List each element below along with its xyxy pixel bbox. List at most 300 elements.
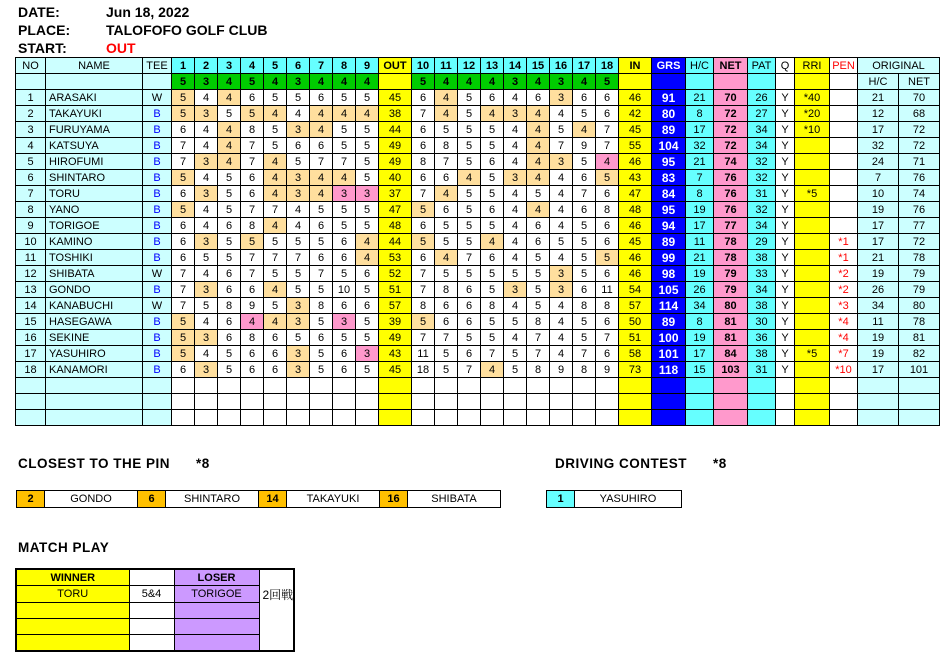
cell-score-h1[interactable]: 5: [172, 330, 195, 346]
empty-cell[interactable]: [195, 394, 218, 410]
cell-score-h1[interactable]: 5: [172, 170, 195, 186]
cell-score-h9[interactable]: 5: [356, 362, 379, 378]
empty-cell[interactable]: [218, 378, 241, 394]
cell-net[interactable]: 78: [714, 250, 748, 266]
cell-original-net[interactable]: 101: [899, 362, 940, 378]
cell-original-net[interactable]: 76: [899, 170, 940, 186]
empty-cell[interactable]: [218, 394, 241, 410]
cell-score-h12[interactable]: 5: [458, 154, 481, 170]
cell-score-h7[interactable]: 5: [310, 234, 333, 250]
cell-score-h9[interactable]: 5: [356, 138, 379, 154]
empty-cell[interactable]: [573, 378, 596, 394]
cell-score-h7[interactable]: 8: [310, 298, 333, 314]
cell-score-h1[interactable]: 6: [172, 362, 195, 378]
cell-score-h5[interactable]: 4: [264, 154, 287, 170]
cell-rri[interactable]: [795, 314, 830, 330]
empty-cell[interactable]: [504, 410, 527, 426]
empty-cell[interactable]: [899, 394, 940, 410]
empty-cell[interactable]: [458, 410, 481, 426]
empty-cell[interactable]: [310, 410, 333, 426]
cell-score-h17[interactable]: 5: [573, 330, 596, 346]
pin-winner-name[interactable]: TAKAYUKI: [287, 491, 380, 508]
cell-score-h11[interactable]: 6: [435, 170, 458, 186]
empty-cell[interactable]: [550, 394, 573, 410]
cell-name[interactable]: SHIBATA: [46, 266, 143, 282]
cell-score-h18[interactable]: 6: [596, 314, 619, 330]
cell-score-h17[interactable]: 7: [573, 346, 596, 362]
cell-score-h7[interactable]: 7: [310, 154, 333, 170]
cell-original-net[interactable]: 68: [899, 106, 940, 122]
empty-cell[interactable]: [458, 378, 481, 394]
cell-score-h3[interactable]: 5: [218, 234, 241, 250]
cell-q[interactable]: Y: [776, 170, 795, 186]
empty-cell[interactable]: [596, 410, 619, 426]
cell-score-h9[interactable]: 5: [356, 330, 379, 346]
cell-score-h5[interactable]: 5: [264, 298, 287, 314]
cell-grs[interactable]: 99: [652, 250, 686, 266]
cell-score-h12[interactable]: 5: [458, 218, 481, 234]
cell-original-net[interactable]: 78: [899, 250, 940, 266]
empty-cell[interactable]: [264, 378, 287, 394]
cell-score-h9[interactable]: 4: [356, 234, 379, 250]
cell-score-h3[interactable]: 8: [218, 298, 241, 314]
cell-tee[interactable]: B: [143, 250, 172, 266]
cell-original-hc[interactable]: 34: [858, 298, 899, 314]
cell-score-h4[interactable]: 7: [241, 138, 264, 154]
cell-score-h16[interactable]: 4: [550, 170, 573, 186]
cell-score-h16[interactable]: 3: [550, 154, 573, 170]
cell-score-h9[interactable]: 5: [356, 314, 379, 330]
cell-grs[interactable]: 80: [652, 106, 686, 122]
cell-pat[interactable]: 32: [748, 170, 776, 186]
cell-score-h10[interactable]: 6: [412, 170, 435, 186]
cell-score-h4[interactable]: 6: [241, 186, 264, 202]
empty-cell[interactable]: [858, 378, 899, 394]
pin-hole-number[interactable]: 16: [380, 491, 408, 508]
cell-rri[interactable]: *5: [795, 346, 830, 362]
cell-hc[interactable]: 17: [686, 122, 714, 138]
cell-name[interactable]: HASEGAWA: [46, 314, 143, 330]
cell-original-net[interactable]: 70: [899, 90, 940, 106]
cell-score-h14[interactable]: 5: [504, 346, 527, 362]
cell-score-h8[interactable]: 5: [333, 122, 356, 138]
cell-score-h14[interactable]: 3: [504, 282, 527, 298]
cell-hc[interactable]: 19: [686, 202, 714, 218]
cell-in-total[interactable]: 58: [619, 346, 652, 362]
empty-cell[interactable]: [795, 394, 830, 410]
cell-score-h13[interactable]: 5: [481, 186, 504, 202]
empty-cell[interactable]: [686, 410, 714, 426]
drive-winner-name[interactable]: YASUHIRO: [575, 491, 682, 508]
cell-score-h6[interactable]: 3: [287, 186, 310, 202]
cell-score-h10[interactable]: 7: [412, 186, 435, 202]
empty-cell[interactable]: [776, 378, 795, 394]
cell-name[interactable]: YASUHIRO: [46, 346, 143, 362]
empty-cell[interactable]: [686, 394, 714, 410]
cell-score-h5[interactable]: 5: [264, 234, 287, 250]
empty-cell[interactable]: [241, 394, 264, 410]
cell-out-total[interactable]: 38: [379, 106, 412, 122]
cell-score-h11[interactable]: 6: [435, 202, 458, 218]
cell-score-h17[interactable]: 5: [573, 314, 596, 330]
cell-tee[interactable]: B: [143, 234, 172, 250]
cell-score-h1[interactable]: 7: [172, 266, 195, 282]
cell-score-h14[interactable]: 4: [504, 154, 527, 170]
cell-score-h4[interactable]: 6: [241, 170, 264, 186]
cell-pat[interactable]: 34: [748, 282, 776, 298]
empty-cell[interactable]: [748, 410, 776, 426]
empty-cell[interactable]: [619, 410, 652, 426]
cell-score-h15[interactable]: 8: [527, 314, 550, 330]
cell-grs[interactable]: 83: [652, 170, 686, 186]
cell-score-h12[interactable]: 5: [458, 266, 481, 282]
cell-score-h11[interactable]: 5: [435, 362, 458, 378]
cell-score-h12[interactable]: 5: [458, 330, 481, 346]
cell-original-net[interactable]: 81: [899, 330, 940, 346]
cell-score-h5[interactable]: 5: [264, 122, 287, 138]
cell-no[interactable]: 2: [16, 106, 46, 122]
cell-tee[interactable]: W: [143, 298, 172, 314]
cell-name[interactable]: TOSHIKI: [46, 250, 143, 266]
cell-name[interactable]: GONDO: [46, 282, 143, 298]
cell-out-total[interactable]: 45: [379, 362, 412, 378]
cell-pat[interactable]: 33: [748, 266, 776, 282]
cell-original-net[interactable]: 77: [899, 218, 940, 234]
cell-score-h10[interactable]: 8: [412, 154, 435, 170]
cell-q[interactable]: Y: [776, 106, 795, 122]
match-winner-name[interactable]: TORU: [16, 586, 129, 603]
cell-score-h15[interactable]: 4: [527, 106, 550, 122]
cell-score-h8[interactable]: 5: [333, 330, 356, 346]
cell-score-h10[interactable]: 7: [412, 106, 435, 122]
cell-in-total[interactable]: 45: [619, 122, 652, 138]
cell-score-h13[interactable]: 5: [481, 218, 504, 234]
empty-cell[interactable]: [748, 394, 776, 410]
cell-grs[interactable]: 89: [652, 314, 686, 330]
cell-score-h17[interactable]: 6: [573, 202, 596, 218]
cell-score-h5[interactable]: 4: [264, 170, 287, 186]
cell-pen[interactable]: [830, 170, 858, 186]
empty-cell[interactable]: [172, 394, 195, 410]
cell-score-h13[interactable]: 6: [481, 90, 504, 106]
cell-score-h17[interactable]: 7: [573, 186, 596, 202]
empty-cell[interactable]: [46, 394, 143, 410]
cell-score-h12[interactable]: 6: [458, 346, 481, 362]
cell-score-h4[interactable]: 8: [241, 330, 264, 346]
empty-cell[interactable]: [527, 378, 550, 394]
cell-score-h14[interactable]: 3: [504, 170, 527, 186]
empty-cell[interactable]: [573, 410, 596, 426]
cell-in-total[interactable]: 46: [619, 218, 652, 234]
cell-score-h15[interactable]: 5: [527, 266, 550, 282]
cell-score-h5[interactable]: 4: [264, 314, 287, 330]
cell-score-h12[interactable]: 5: [458, 90, 481, 106]
cell-hc[interactable]: 17: [686, 218, 714, 234]
cell-score-h1[interactable]: 7: [172, 138, 195, 154]
cell-no[interactable]: 14: [16, 298, 46, 314]
cell-score-h5[interactable]: 5: [264, 266, 287, 282]
cell-score-h1[interactable]: 5: [172, 202, 195, 218]
cell-no[interactable]: 3: [16, 122, 46, 138]
cell-score-h16[interactable]: 4: [550, 186, 573, 202]
cell-score-h18[interactable]: 6: [596, 218, 619, 234]
cell-score-h15[interactable]: 4: [527, 202, 550, 218]
cell-tee[interactable]: B: [143, 314, 172, 330]
cell-pen[interactable]: [830, 218, 858, 234]
cell-score-h9[interactable]: 4: [356, 106, 379, 122]
cell-score-h3[interactable]: 4: [218, 90, 241, 106]
empty-cell[interactable]: [619, 378, 652, 394]
cell-score-h3[interactable]: 6: [218, 282, 241, 298]
cell-score-h9[interactable]: 3: [356, 346, 379, 362]
empty-cell[interactable]: [858, 410, 899, 426]
cell-score-h10[interactable]: 6: [412, 122, 435, 138]
cell-name[interactable]: KAMINO: [46, 234, 143, 250]
cell-pat[interactable]: 32: [748, 202, 776, 218]
cell-rri[interactable]: [795, 362, 830, 378]
cell-score-h2[interactable]: 3: [195, 234, 218, 250]
cell-no[interactable]: 7: [16, 186, 46, 202]
cell-score-h14[interactable]: 4: [504, 186, 527, 202]
match-empty-winner[interactable]: [16, 635, 129, 652]
cell-score-h15[interactable]: 6: [527, 218, 550, 234]
cell-score-h4[interactable]: 6: [241, 282, 264, 298]
cell-score-h8[interactable]: 6: [333, 362, 356, 378]
cell-grs[interactable]: 95: [652, 154, 686, 170]
cell-net[interactable]: 79: [714, 282, 748, 298]
cell-score-h6[interactable]: 5: [287, 234, 310, 250]
cell-no[interactable]: 6: [16, 170, 46, 186]
cell-score-h6[interactable]: 3: [287, 362, 310, 378]
cell-grs[interactable]: 104: [652, 138, 686, 154]
cell-rri[interactable]: [795, 298, 830, 314]
cell-q[interactable]: Y: [776, 234, 795, 250]
cell-score-h1[interactable]: 7: [172, 298, 195, 314]
cell-grs[interactable]: 101: [652, 346, 686, 362]
cell-score-h7[interactable]: 6: [310, 138, 333, 154]
cell-pen[interactable]: [830, 154, 858, 170]
cell-score-h4[interactable]: 5: [241, 234, 264, 250]
cell-score-h7[interactable]: 4: [310, 186, 333, 202]
cell-score-h7[interactable]: 6: [310, 218, 333, 234]
cell-grs[interactable]: 95: [652, 202, 686, 218]
cell-score-h8[interactable]: 10: [333, 282, 356, 298]
empty-cell[interactable]: [830, 378, 858, 394]
cell-score-h6[interactable]: 3: [287, 298, 310, 314]
cell-score-h18[interactable]: 4: [596, 154, 619, 170]
empty-cell[interactable]: [504, 378, 527, 394]
cell-q[interactable]: Y: [776, 362, 795, 378]
cell-score-h2[interactable]: 4: [195, 170, 218, 186]
cell-score-h15[interactable]: 7: [527, 330, 550, 346]
cell-no[interactable]: 18: [16, 362, 46, 378]
pin-winner-name[interactable]: GONDO: [45, 491, 138, 508]
cell-original-hc[interactable]: 21: [858, 250, 899, 266]
cell-name[interactable]: FURUYAMA: [46, 122, 143, 138]
cell-score-h4[interactable]: 7: [241, 154, 264, 170]
cell-original-net[interactable]: 76: [899, 202, 940, 218]
cell-in-total[interactable]: 46: [619, 154, 652, 170]
cell-score-h6[interactable]: 3: [287, 122, 310, 138]
cell-score-h6[interactable]: 3: [287, 170, 310, 186]
cell-score-h12[interactable]: 6: [458, 282, 481, 298]
cell-rri[interactable]: [795, 138, 830, 154]
cell-grs[interactable]: 89: [652, 122, 686, 138]
cell-q[interactable]: Y: [776, 202, 795, 218]
cell-pat[interactable]: 38: [748, 250, 776, 266]
cell-score-h4[interactable]: 6: [241, 90, 264, 106]
cell-score-h17[interactable]: 5: [573, 234, 596, 250]
cell-rri[interactable]: [795, 154, 830, 170]
cell-score-h17[interactable]: 5: [573, 106, 596, 122]
cell-in-total[interactable]: 57: [619, 298, 652, 314]
empty-cell[interactable]: [776, 410, 795, 426]
cell-out-total[interactable]: 44: [379, 234, 412, 250]
cell-score-h8[interactable]: 3: [333, 314, 356, 330]
cell-rri[interactable]: [795, 170, 830, 186]
cell-score-h6[interactable]: 7: [287, 250, 310, 266]
cell-score-h17[interactable]: 4: [573, 122, 596, 138]
cell-score-h18[interactable]: 6: [596, 186, 619, 202]
cell-out-total[interactable]: 49: [379, 154, 412, 170]
cell-score-h18[interactable]: 7: [596, 330, 619, 346]
cell-score-h10[interactable]: 6: [412, 90, 435, 106]
cell-original-hc[interactable]: 11: [858, 314, 899, 330]
empty-cell[interactable]: [143, 378, 172, 394]
empty-cell[interactable]: [481, 378, 504, 394]
cell-score-h3[interactable]: 6: [218, 218, 241, 234]
cell-original-hc[interactable]: 17: [858, 122, 899, 138]
empty-cell[interactable]: [714, 410, 748, 426]
cell-in-total[interactable]: 43: [619, 170, 652, 186]
cell-pat[interactable]: 26: [748, 90, 776, 106]
empty-cell[interactable]: [652, 378, 686, 394]
cell-pat[interactable]: 38: [748, 298, 776, 314]
cell-score-h2[interactable]: 5: [195, 250, 218, 266]
cell-net[interactable]: 72: [714, 138, 748, 154]
empty-cell[interactable]: [481, 410, 504, 426]
cell-original-hc[interactable]: 32: [858, 138, 899, 154]
cell-grs[interactable]: 84: [652, 186, 686, 202]
cell-net[interactable]: 81: [714, 314, 748, 330]
cell-out-total[interactable]: 48: [379, 218, 412, 234]
cell-score-h12[interactable]: 4: [458, 170, 481, 186]
cell-score-h2[interactable]: 3: [195, 362, 218, 378]
drive-hole-number[interactable]: 1: [547, 491, 575, 508]
cell-rri[interactable]: [795, 234, 830, 250]
cell-pat[interactable]: 31: [748, 362, 776, 378]
cell-in-total[interactable]: 46: [619, 250, 652, 266]
cell-score-h18[interactable]: 7: [596, 138, 619, 154]
cell-score-h11[interactable]: 8: [435, 282, 458, 298]
cell-score-h11[interactable]: 5: [435, 266, 458, 282]
cell-no[interactable]: 1: [16, 90, 46, 106]
cell-score-h7[interactable]: 5: [310, 314, 333, 330]
cell-score-h18[interactable]: 9: [596, 362, 619, 378]
empty-cell[interactable]: [333, 378, 356, 394]
empty-cell[interactable]: [287, 394, 310, 410]
cell-out-total[interactable]: 52: [379, 266, 412, 282]
cell-score-h12[interactable]: 7: [458, 362, 481, 378]
cell-score-h8[interactable]: 6: [333, 234, 356, 250]
cell-score-h7[interactable]: 6: [310, 330, 333, 346]
cell-score-h15[interactable]: 6: [527, 234, 550, 250]
cell-score-h11[interactable]: 7: [435, 330, 458, 346]
cell-in-total[interactable]: 50: [619, 314, 652, 330]
cell-score-h6[interactable]: 3: [287, 346, 310, 362]
cell-score-h2[interactable]: 4: [195, 138, 218, 154]
empty-cell[interactable]: [858, 394, 899, 410]
cell-score-h8[interactable]: 6: [333, 298, 356, 314]
cell-tee[interactable]: B: [143, 362, 172, 378]
empty-cell[interactable]: [830, 394, 858, 410]
empty-cell[interactable]: [356, 410, 379, 426]
empty-cell[interactable]: [241, 378, 264, 394]
cell-score-h16[interactable]: 4: [550, 330, 573, 346]
cell-score-h8[interactable]: 5: [333, 90, 356, 106]
cell-score-h10[interactable]: 5: [412, 202, 435, 218]
cell-original-hc[interactable]: 17: [858, 362, 899, 378]
empty-cell[interactable]: [596, 378, 619, 394]
cell-score-h6[interactable]: 6: [287, 138, 310, 154]
cell-grs[interactable]: 91: [652, 90, 686, 106]
cell-score-h9[interactable]: 5: [356, 154, 379, 170]
cell-grs[interactable]: 105: [652, 282, 686, 298]
cell-net[interactable]: 78: [714, 234, 748, 250]
cell-score-h11[interactable]: 7: [435, 154, 458, 170]
cell-score-h13[interactable]: 5: [481, 330, 504, 346]
cell-score-h2[interactable]: 4: [195, 266, 218, 282]
cell-score-h11[interactable]: 4: [435, 106, 458, 122]
empty-cell[interactable]: [143, 394, 172, 410]
cell-q[interactable]: Y: [776, 218, 795, 234]
cell-hc[interactable]: 32: [686, 138, 714, 154]
cell-hc[interactable]: 21: [686, 90, 714, 106]
cell-rri[interactable]: [795, 282, 830, 298]
cell-net[interactable]: 72: [714, 122, 748, 138]
cell-score-h3[interactable]: 4: [218, 122, 241, 138]
empty-cell[interactable]: [748, 378, 776, 394]
cell-score-h3[interactable]: 5: [218, 362, 241, 378]
cell-score-h4[interactable]: 5: [241, 106, 264, 122]
cell-score-h15[interactable]: 5: [527, 250, 550, 266]
cell-original-net[interactable]: 82: [899, 346, 940, 362]
cell-out-total[interactable]: 44: [379, 122, 412, 138]
cell-score-h14[interactable]: 5: [504, 266, 527, 282]
cell-score-h14[interactable]: 4: [504, 250, 527, 266]
empty-cell[interactable]: [550, 378, 573, 394]
match-score[interactable]: 5&4: [129, 586, 174, 603]
cell-score-h4[interactable]: 8: [241, 122, 264, 138]
cell-tee[interactable]: B: [143, 346, 172, 362]
cell-score-h18[interactable]: 8: [596, 202, 619, 218]
cell-score-h11[interactable]: 6: [435, 298, 458, 314]
cell-tee[interactable]: W: [143, 90, 172, 106]
cell-score-h6[interactable]: 4: [287, 202, 310, 218]
cell-score-h15[interactable]: 4: [527, 154, 550, 170]
cell-score-h12[interactable]: 6: [458, 298, 481, 314]
cell-rri[interactable]: [795, 330, 830, 346]
pin-winner-name[interactable]: SHINTARO: [166, 491, 259, 508]
cell-pat[interactable]: 27: [748, 106, 776, 122]
cell-pen[interactable]: [830, 90, 858, 106]
cell-score-h1[interactable]: 7: [172, 282, 195, 298]
empty-cell[interactable]: [412, 378, 435, 394]
cell-score-h3[interactable]: 4: [218, 138, 241, 154]
cell-rri[interactable]: [795, 202, 830, 218]
cell-original-hc[interactable]: 19: [858, 266, 899, 282]
cell-score-h18[interactable]: 6: [596, 106, 619, 122]
